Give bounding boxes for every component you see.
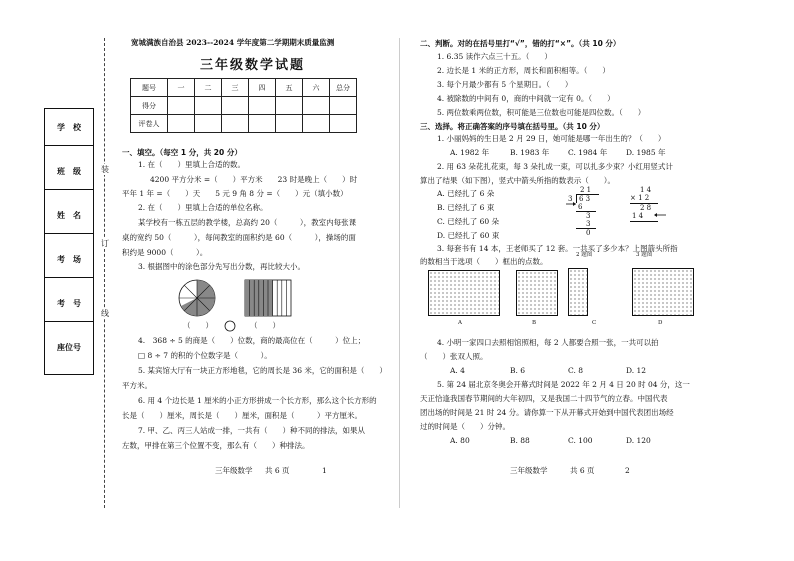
score-cell[interactable]: [330, 115, 357, 133]
judge-item: 5. 两位数乘两位数，积可能是三位数也可能是四位数。（ ）: [437, 108, 646, 117]
question-text: 桌的宽约 50（ ），每间教室的面积约是 60（ ），操场的面: [122, 233, 356, 242]
seat-number-label: 座位号: [57, 342, 81, 352]
section1-title: 一、填空。（每空 1 分，共 20 分）: [122, 148, 242, 157]
option-c[interactable]: C. 100: [568, 436, 593, 445]
footer-page: 1: [322, 466, 327, 475]
dot-array-label: B: [532, 320, 537, 326]
judge-item: 2. 边长是 1 米的正方形，周长和面积相等。（ ）: [437, 66, 610, 75]
class-label: 班 级: [45, 153, 93, 190]
option-d[interactable]: D. 1985 年: [626, 148, 666, 157]
score-cell[interactable]: [168, 97, 195, 115]
dot-array-label: C: [592, 320, 597, 326]
score-row-label: 得分: [131, 97, 168, 115]
question-text: 5. 第 24 届北京冬奥会开幕式时间是 2022 年 2 月 4 日 20 时 04 分，这一: [437, 380, 690, 389]
question-text: 2. 在（ ）里填上合适的单位名称。: [138, 203, 268, 212]
exam-room-label: 考 场: [45, 241, 93, 278]
fraction-answer[interactable]: （ ）: [250, 321, 280, 330]
fraction-answer[interactable]: （ ）: [183, 321, 213, 330]
score-header: 五: [276, 79, 303, 97]
question-text: （ ）张双人照。: [420, 352, 488, 361]
option-a[interactable]: A. 1982 年: [450, 148, 490, 157]
option-b[interactable]: B. 6: [510, 366, 526, 375]
score-cell[interactable]: [195, 115, 222, 133]
section3-title: 三、选择。将正确答案的序号填在括号里。（共 10 分）: [420, 122, 605, 131]
page-divider: [399, 38, 400, 508]
school-label: 学 校: [45, 109, 93, 146]
score-cell[interactable]: [195, 97, 222, 115]
bar-figure: [245, 280, 291, 316]
dot-array-label: A: [458, 320, 462, 326]
question-text: 4. 368 ÷ 5 的商是（ ）位数，商的最高位在（ ）位上；: [138, 336, 366, 345]
name-label: 姓 名: [45, 197, 93, 234]
option-a[interactable]: A. 80: [450, 436, 470, 445]
judge-item: 3. 每个月最少都有 5 个星期日。（ ）: [437, 80, 573, 89]
score-header: 六: [303, 79, 330, 97]
question-text: 积约是 9000（ ）。: [122, 248, 208, 257]
question-text: 4200 平方分米 =（ ）平方米 23 时是晚上（ ）时: [150, 175, 358, 184]
binding-cut-line: [104, 38, 105, 508]
figure-caption: 2 题图: [576, 252, 593, 258]
option-b[interactable]: B. 1983 年: [510, 148, 550, 157]
score-header: 题号: [131, 79, 168, 97]
score-header: 四: [249, 79, 276, 97]
dot-array-a[interactable]: [428, 270, 500, 316]
score-cell[interactable]: [303, 115, 330, 133]
judge-item: 1. 6.35 读作六点三十五。（ ）: [437, 52, 552, 61]
question-text: 7. 甲、乙、丙三人站成一排，一共有（ ）种不同的排法，如果从: [138, 426, 366, 435]
division-figure: 2 1 3 6 3 6 3 3 0: [566, 186, 610, 242]
score-row-label: 评卷人: [131, 115, 168, 133]
footer-total: 共 6 页: [265, 466, 290, 475]
dot-array-b[interactable]: [516, 270, 558, 316]
figure-caption: 3 题图: [636, 252, 653, 258]
question-text: 左数，甲排在第三个位置不变，那么有（ ）种排法。: [122, 441, 310, 450]
exam-title: 三年级数学试题: [200, 58, 306, 73]
question-text: 3. 根据图中的涂色部分先写出分数，再比较大小。: [138, 262, 306, 271]
footer-subject: 三年级数学: [510, 466, 548, 475]
score-cell[interactable]: [276, 97, 303, 115]
question-text: 的数相当于选项（ ）框出的点数。: [420, 257, 548, 266]
score-cell[interactable]: [168, 115, 195, 133]
score-cell[interactable]: [330, 97, 357, 115]
dot-array-d[interactable]: [632, 268, 694, 316]
option-a[interactable]: A. 已经扎了 6 朵: [437, 189, 495, 198]
cut-mark-xian: 线: [101, 309, 109, 318]
question-text: 长是（ ）厘米，周长是（ ）厘米，面积是（ ）平方厘米。: [122, 411, 362, 420]
question-text: 6. 用 4 个边长是 1 厘米的小正方形拼成一个长方形，那么这个长方形的: [138, 396, 377, 405]
question-text: 天正恰逢我国春节期间的大年初四，又是我国二十四节气的立春。中国代表: [420, 394, 668, 403]
option-b[interactable]: B. 88: [510, 436, 530, 445]
compare-circle[interactable]: [225, 321, 235, 331]
question-text: 5. 某宾馆大厅有一块正方形地毯，它的周长是 36 米，它的面积是（ ）: [138, 366, 387, 375]
score-header: 一: [168, 79, 195, 97]
exam-header: 宽城满族自治县 2023--2024 学年度第二学期期末质量监测: [131, 38, 335, 47]
question-text: 2. 用 63 朵花扎花束，每 3 朵扎成一束，可以扎多少束？小红用竖式计: [437, 162, 673, 171]
option-c[interactable]: C. 8: [568, 366, 584, 375]
option-d[interactable]: D. 已经扎了 60 束: [437, 231, 500, 240]
score-cell[interactable]: [249, 115, 276, 133]
question-text: 1. 小丽妈妈的生日是 2 月 29 日，她可能是哪一年出生的？（ ）: [437, 134, 666, 143]
score-cell[interactable]: [222, 97, 249, 115]
dot-array-label: D: [658, 320, 663, 326]
question-text: 某学校有一栋五层的教学楼，总高约 20（ ），教室内每张课: [138, 218, 357, 227]
option-b[interactable]: B. 已经扎了 6 束: [437, 203, 495, 212]
score-table: [130, 78, 357, 133]
score-header: 总分: [330, 79, 357, 97]
cut-mark-ding: 订: [101, 239, 109, 248]
question-text: 团出场的时间是 21 时 24 分。请你算一下从开幕式开始到中国代表团出场经: [420, 408, 674, 417]
arrow-icon: [650, 211, 666, 219]
question-text: 平年 1 年 =（ ）天 5 元 9 角 8 分 =（ ）元（填小数）: [122, 189, 348, 198]
option-d[interactable]: D. 12: [626, 366, 647, 375]
question-text: 过的时间是（ ）分钟。: [420, 422, 510, 431]
footer-page: 2: [625, 466, 630, 475]
question-text: 平方米。: [122, 381, 152, 390]
score-header: 三: [222, 79, 249, 97]
question-text: 1. 在（ ）里填上合适的数。: [138, 160, 246, 169]
score-header: 二: [195, 79, 222, 97]
footer-subject: 三年级数学: [215, 466, 253, 475]
judge-item: 4. 被除数的中间有 0，商的中间就一定有 0。（ ）: [437, 94, 615, 103]
score-cell[interactable]: [222, 115, 249, 133]
student-info-box: [44, 108, 94, 375]
question-text: 4. 小明一家四口去照相馆照相，每 2 人都要合照一张，一共可以拍: [437, 338, 659, 347]
question-text: □ 8 ÷ 7 的积的个位数字是（ ）。: [138, 351, 272, 360]
section2-title: 二、判断。对的在括号里打“√”，错的打“×”。（共 10 分）: [420, 39, 621, 48]
question-text: 算出了结果（如下图），竖式中箭头所指的数表示（ ）。: [420, 176, 615, 185]
arrow-icon: [566, 200, 578, 208]
option-c[interactable]: C. 已经扎了 60 朵: [437, 217, 500, 226]
score-cell[interactable]: [249, 97, 276, 115]
option-c[interactable]: C. 1984 年: [568, 148, 608, 157]
score-cell[interactable]: [276, 115, 303, 133]
exam-number-label: 考 号: [45, 285, 93, 322]
cut-mark-zhuang: 装: [101, 165, 109, 174]
question-text: 3. 每套书有 14 本，王老师买了 12 套。一共买了多少本？上图箭头所指: [437, 244, 678, 253]
option-a[interactable]: A. 4: [450, 366, 465, 375]
pie-figure: [179, 280, 215, 316]
dot-array-c[interactable]: [568, 268, 588, 316]
footer-total: 共 6 页: [570, 466, 595, 475]
score-cell[interactable]: [303, 97, 330, 115]
option-d[interactable]: D. 120: [626, 436, 651, 445]
multiplication-figure: 1 4 × 1 2 2 8 1 4: [626, 186, 666, 242]
